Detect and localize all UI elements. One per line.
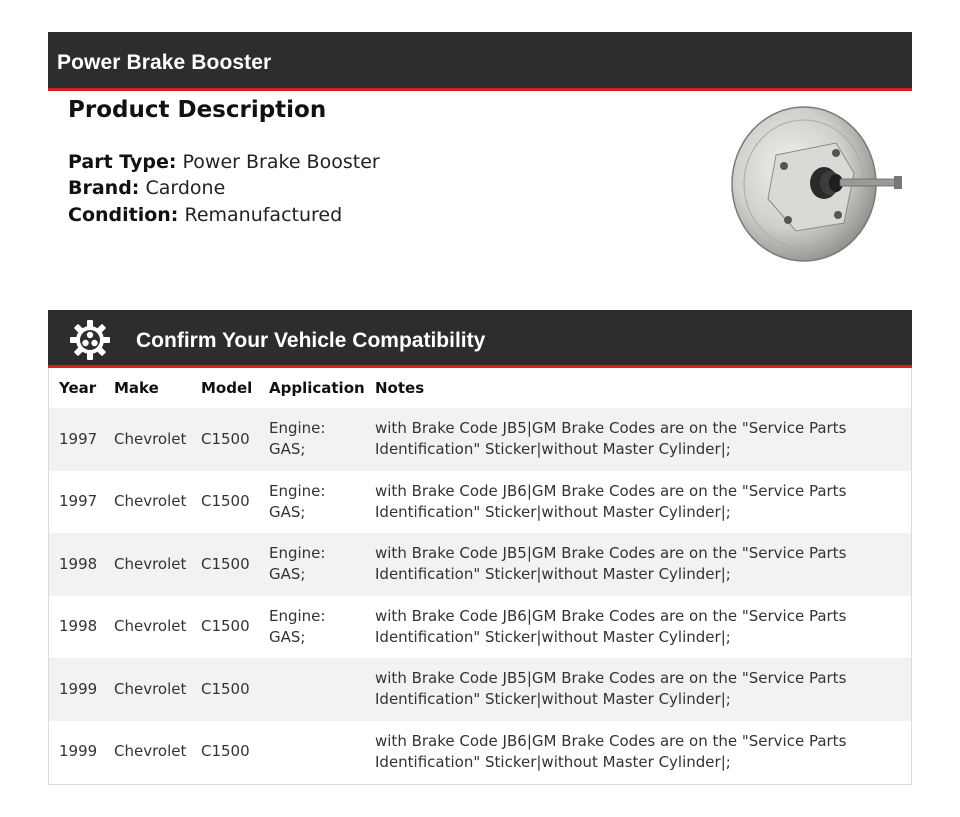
cell-model: C1500 <box>191 533 259 596</box>
table-header-row <box>49 368 911 408</box>
cell-notes: with Brake Code JB6|GM Brake Codes are on the "Service Parts Identification" Sticker|without Master Cylinder|; <box>365 596 911 659</box>
cell-model: C1500 <box>191 721 259 784</box>
section-title: Power Brake Booster <box>57 51 272 74</box>
compatibility-title: Confirm Your Vehicle Compatibility <box>136 329 486 352</box>
cell-application <box>259 658 365 721</box>
part-type-line <box>68 151 380 173</box>
condition-line <box>68 204 342 226</box>
table-row <box>49 721 911 784</box>
compatibility-table <box>48 368 912 785</box>
cell-make: Chevrolet <box>104 533 191 596</box>
cell-application <box>259 721 365 784</box>
compatibility-bar <box>48 310 912 368</box>
cell-notes: with Brake Code JB5|GM Brake Codes are on the "Service Parts Identification" Sticker|without Master Cylinder|; <box>365 533 911 596</box>
table-row <box>49 471 911 534</box>
cell-make: Chevrolet <box>104 596 191 659</box>
cell-year: 1997 <box>49 471 104 534</box>
cell-year: 1999 <box>49 721 104 784</box>
condition-label: Condition: <box>68 204 179 226</box>
table-row <box>49 408 911 471</box>
cell-make: Chevrolet <box>104 408 191 471</box>
cell-make: Chevrolet <box>104 721 191 784</box>
product-description-heading: Product Description <box>68 97 327 123</box>
product-image <box>726 103 908 265</box>
cell-year: 1998 <box>49 596 104 659</box>
column-header-notes: Notes <box>375 379 425 397</box>
brand-label: Brand: <box>68 177 140 199</box>
cell-application: Engine: GAS; <box>259 596 365 659</box>
brand-line <box>68 177 225 199</box>
cell-notes: with Brake Code JB5|GM Brake Codes are on the "Service Parts Identification" Sticker|without Master Cylinder|; <box>365 408 911 471</box>
cell-make: Chevrolet <box>104 471 191 534</box>
gear-icon <box>68 318 112 362</box>
part-type-label: Part Type: <box>68 151 177 173</box>
table-row <box>49 596 911 659</box>
cell-make: Chevrolet <box>104 658 191 721</box>
cell-application: Engine: GAS; <box>259 408 365 471</box>
cell-notes: with Brake Code JB6|GM Brake Codes are on the "Service Parts Identification" Sticker|without Master Cylinder|; <box>365 471 911 534</box>
condition-value: Remanufactured <box>184 204 343 226</box>
cell-notes: with Brake Code JB5|GM Brake Codes are on the "Service Parts Identification" Sticker|without Master Cylinder|; <box>365 658 911 721</box>
column-header-make: Make <box>114 379 159 397</box>
column-header-year: Year <box>59 379 97 397</box>
cell-model: C1500 <box>191 408 259 471</box>
cell-year: 1997 <box>49 408 104 471</box>
cell-model: C1500 <box>191 658 259 721</box>
cell-application: Engine: GAS; <box>259 471 365 534</box>
section-title-bar <box>48 32 912 91</box>
table-row <box>49 658 911 721</box>
cell-year: 1999 <box>49 658 104 721</box>
part-type-value: Power Brake Booster <box>182 151 380 173</box>
column-header-model: Model <box>201 379 253 397</box>
cell-model: C1500 <box>191 471 259 534</box>
column-header-application: Application <box>269 379 365 397</box>
cell-application: Engine: GAS; <box>259 533 365 596</box>
brand-value: Cardone <box>145 177 226 199</box>
cell-year: 1998 <box>49 533 104 596</box>
cell-model: C1500 <box>191 596 259 659</box>
cell-notes: with Brake Code JB6|GM Brake Codes are on the "Service Parts Identification" Sticker|without Master Cylinder|; <box>365 721 911 784</box>
table-row <box>49 533 911 596</box>
